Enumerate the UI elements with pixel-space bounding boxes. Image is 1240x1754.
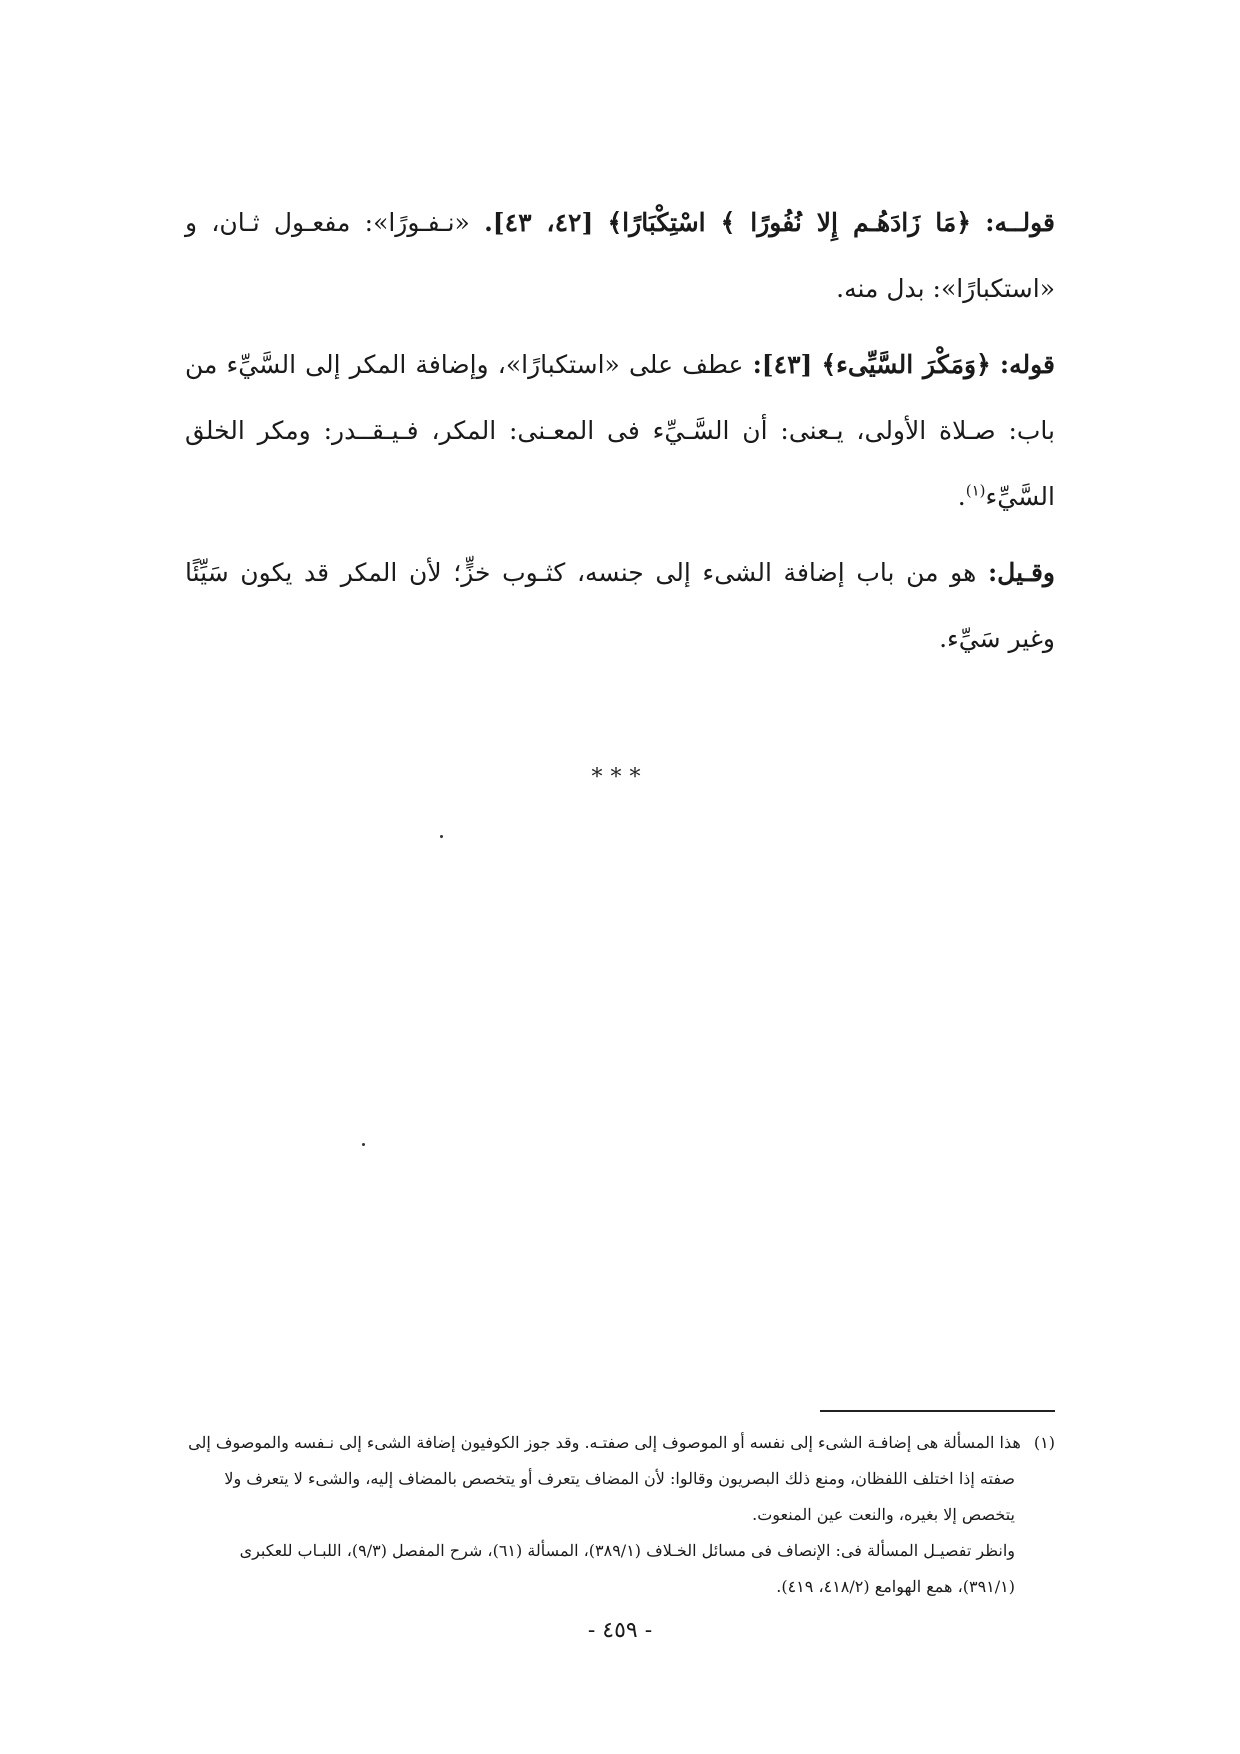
- paragraph-2: [185, 332, 1055, 530]
- section-separator: ***: [591, 765, 649, 790]
- paragraph-lead: وقـيل:: [987, 558, 1055, 587]
- footnote-line: [185, 1425, 1055, 1461]
- page-number: - ٤٥٩ -: [587, 1618, 653, 1643]
- footnote-line: وانظر تفصيـل المسألة فى: الإنصاف فى مسائل الخـلاف (٣٨٩/١)، المسألة (٦١)، شرح المفصل (٩/٣)، اللبـاب للعكبرى: [239, 1541, 1015, 1560]
- footnote-line: صفته إذا اختلف اللفظان، ومنع ذلك البصريون وقالوا: لأن المضاف يتعرف أو يتخصص بالمضاف إليه، والشىء لا يتعرف ولا: [224, 1469, 1015, 1488]
- paragraph-tail: .: [957, 482, 966, 511]
- verse-reference: [٤٣]:: [752, 350, 813, 379]
- paragraph-text: عطف على «استكبارًا»، وإضافة المكر إلى السَّيِّء من باب: صـلاة الأولى، يـعنى: أن السَّـيِّء فى المعـنى: المكر، فـيـقــدر: ومكر الخلق السَّيِّء: [185, 350, 1055, 511]
- footnote-marker[interactable]: (١): [965, 481, 986, 500]
- scan-speck: [440, 835, 443, 838]
- paragraph-lead: قولــه:: [985, 208, 1055, 237]
- scan-speck: [362, 1143, 365, 1146]
- footnote-divider: [820, 1410, 1055, 1412]
- paragraph-text: «نـفـورًا»: مفعـول ثـان، و «استكبارًا»: بدل منه.: [185, 208, 1055, 303]
- quran-quote: ﴿مَا زَادَهُـم إِلا نُفُورًا ﴾ اسْتِكْبَارًا﴾: [607, 208, 971, 237]
- paragraph-lead: قوله:: [999, 350, 1055, 379]
- footnote-number: (١): [1033, 1433, 1055, 1452]
- footnote-line: يتخصص إلا بغيره، والنعت عين المنعوت.: [752, 1505, 1015, 1524]
- paragraph-3: [185, 540, 1055, 672]
- footnote-text: هذا المسألة هى إضافـة الشىء إلى نفسه أو الموصوف إلى صفتـه. وقد جوز الكوفيون إضافة الشىء إلى نـفسه والموصوف إلى: [188, 1433, 1021, 1452]
- footnotes: [185, 1425, 1055, 1605]
- verse-reference: [٤٢، ٤٣].: [484, 208, 594, 237]
- footnote-line: (٣٩١/١)، همع الهوامع (٤١٨/٢، ٤١٩).: [776, 1577, 1015, 1596]
- quran-quote: ﴿وَمَكْرَ السَّيِّىء﴾: [821, 350, 991, 379]
- main-text: [185, 190, 1055, 682]
- paragraph-text: هو من باب إضافة الشىء إلى جنسه، كثـوب خزٍّ؛ لأن المكر قد يكون سَيِّئًا وغير سَيِّء.: [185, 558, 1055, 653]
- paragraph-1: [185, 190, 1055, 322]
